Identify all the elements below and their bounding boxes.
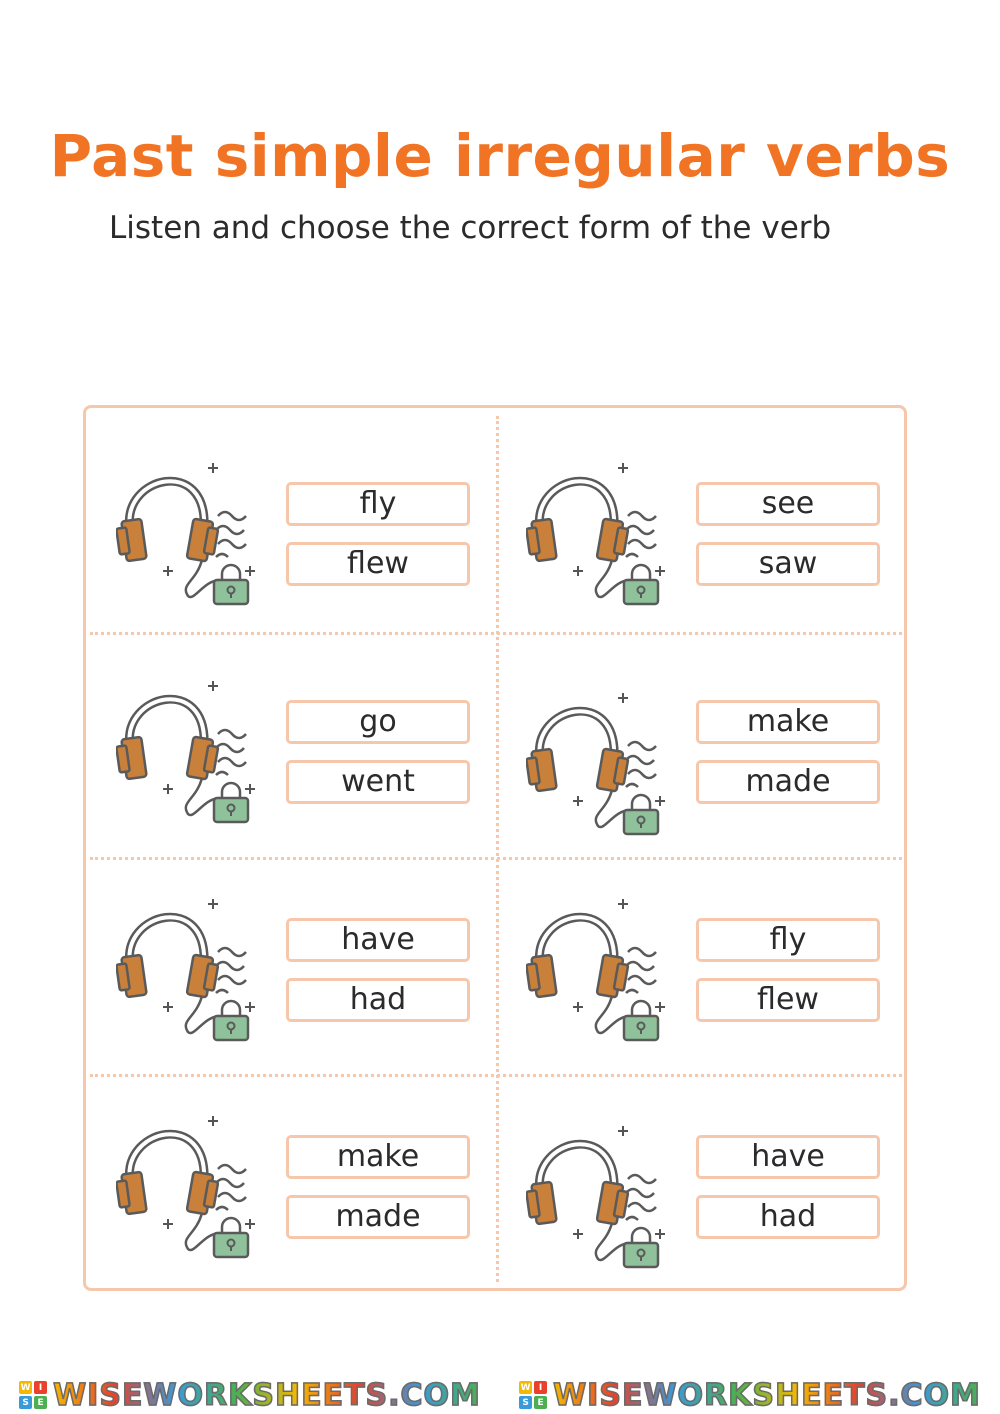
headphones-audio-icon[interactable] [526, 1119, 676, 1269]
exercise-cell [88, 1065, 498, 1283]
exercise-cell [498, 1065, 908, 1283]
answer-option[interactable]: saw [696, 542, 880, 586]
headphones-audio-icon[interactable] [116, 892, 266, 1042]
answer-option[interactable]: have [286, 918, 470, 962]
exercise-cell [498, 630, 908, 848]
headphones-audio-icon[interactable] [116, 1109, 266, 1259]
answer-option[interactable]: flew [286, 542, 470, 586]
answer-option[interactable]: have [696, 1135, 880, 1179]
headphones-audio-icon[interactable] [116, 456, 266, 606]
answer-option[interactable]: fly [286, 482, 470, 526]
brand-name: WISEWORKSHEETS.COM [53, 1377, 481, 1413]
answer-option[interactable]: made [696, 760, 880, 804]
page-title: Past simple irregular verbs [49, 122, 951, 190]
answer-option[interactable]: flew [696, 978, 880, 1022]
headphones-audio-icon[interactable] [526, 456, 676, 606]
exercise-board [83, 405, 907, 1291]
answer-option[interactable]: fly [696, 918, 880, 962]
answer-option[interactable]: had [696, 1195, 880, 1239]
brand-name: WISEWORKSHEETS.COM [553, 1377, 981, 1413]
footer-watermark [0, 1376, 1000, 1414]
answer-option[interactable]: see [696, 482, 880, 526]
exercise-cell [498, 848, 908, 1066]
exercise-cell [88, 412, 498, 630]
answer-option[interactable]: made [286, 1195, 470, 1239]
answer-option[interactable]: go [286, 700, 470, 744]
brand-watermark [519, 1378, 981, 1413]
exercise-cell [88, 848, 498, 1066]
wise-logo-icon: W I S E [19, 1381, 47, 1409]
exercise-cell [498, 412, 908, 630]
headphones-audio-icon[interactable] [526, 892, 676, 1042]
headphones-audio-icon[interactable] [526, 686, 676, 836]
wise-logo-icon: W I S E [519, 1381, 547, 1409]
instructions: Listen and choose the correct form of the verb [109, 210, 832, 246]
brand-watermark [19, 1378, 481, 1413]
answer-option[interactable]: make [286, 1135, 470, 1179]
answer-option[interactable]: make [696, 700, 880, 744]
headphones-audio-icon[interactable] [116, 674, 266, 824]
answer-option[interactable]: went [286, 760, 470, 804]
answer-option[interactable]: had [286, 978, 470, 1022]
exercise-cell [88, 630, 498, 848]
